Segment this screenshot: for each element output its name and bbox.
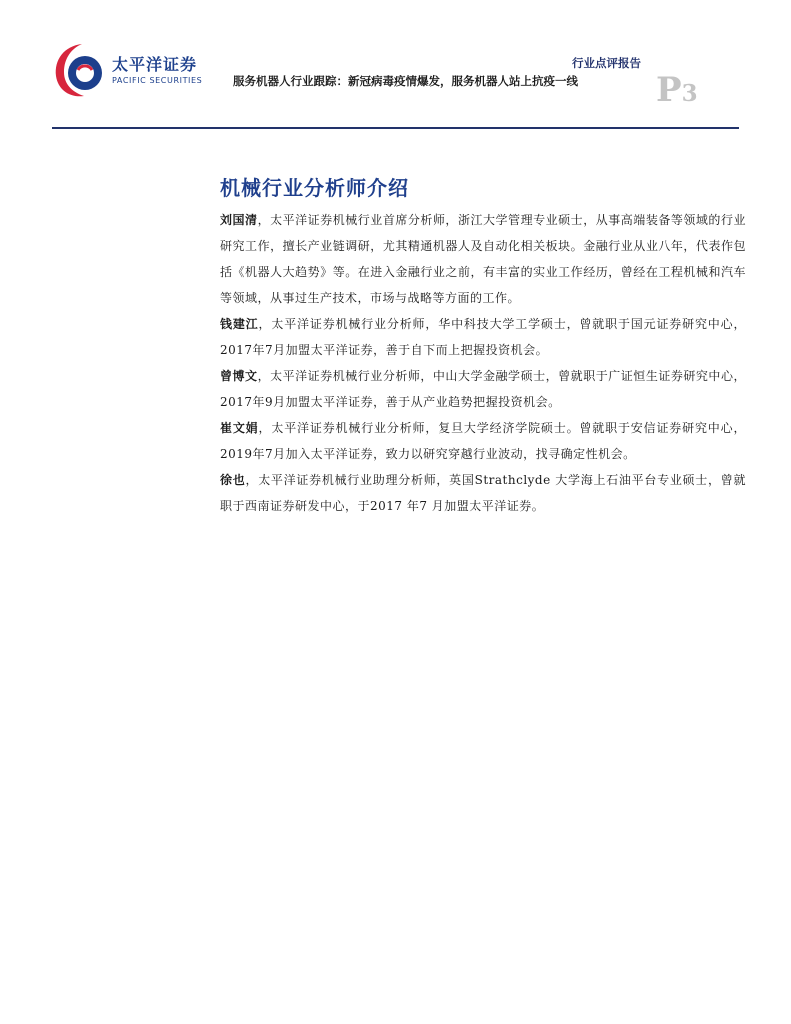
analyst-name: 崔文娟 <box>220 421 259 435</box>
analyst-bio <box>220 415 746 467</box>
analyst-bio-list <box>220 207 746 519</box>
logo-chinese-name: 太平洋证券 <box>112 55 198 74</box>
analyst-bio <box>220 363 746 415</box>
analyst-description: ，太平洋证券机械行业助理分析师，英国Strathclyde 大学海上石油平台专业硕士，曾就职于西南证券研发中心，于2017 年7 月加盟太平洋证券。 <box>220 473 746 513</box>
analyst-bio <box>220 207 746 311</box>
company-logo <box>52 40 212 100</box>
header-divider <box>52 127 739 129</box>
analyst-name: 钱建江 <box>220 317 259 331</box>
analyst-name: 曾博文 <box>220 369 258 383</box>
analyst-description: ，太平洋证券机械行业分析师，中山大学金融学硕士，曾就职于广证恒生证券研究中心，2017年9月加盟太平洋证券，善于从产业趋势把握投资机会。 <box>220 369 746 409</box>
section-title: 机械行业分析师介绍 <box>220 176 409 200</box>
analyst-description: ，太平洋证券机械行业首席分析师，浙江大学管理专业硕士，从事高端装备等领域的行业研究工作，擅长产业链调研，尤其精通机器人及自动化相关板块。金融行业从业八年，代表作包括《机器人大趋势》等。在进入金融行业之前，有丰富的实业工作经历，曾经在工程机械和汽车等领域，从事过生产技术，市场与战略等方面的工作。 <box>220 213 746 305</box>
analyst-bio <box>220 311 746 363</box>
report-type: 行业点评报告 <box>572 56 641 70</box>
pacific-securities-logo-icon <box>52 40 108 100</box>
analyst-bio <box>220 467 746 519</box>
analyst-description: ，太平洋证券机械行业分析师，华中科技大学工学硕士，曾就职于国元证券研究中心，2017年7月加盟太平洋证券，善于自下而上把握投资机会。 <box>220 317 746 357</box>
page-number <box>656 70 698 110</box>
analyst-name: 刘国清 <box>220 213 258 227</box>
page-number-letter: P <box>656 70 682 110</box>
page-number-digit: 3 <box>681 80 698 107</box>
report-title: 服务机器人行业跟踪：新冠病毒疫情爆发，服务机器人站上抗疫一线 <box>233 74 578 88</box>
analyst-description: ，太平洋证券机械行业分析师，复旦大学经济学院硕士。曾就职于安信证券研究中心，2019年7月加入太平洋证券，致力以研究穿越行业波动，找寻确定性机会。 <box>220 421 746 461</box>
logo-english-name: PACIFIC SECURITIES <box>112 76 203 85</box>
analyst-name: 徐也 <box>220 473 246 487</box>
